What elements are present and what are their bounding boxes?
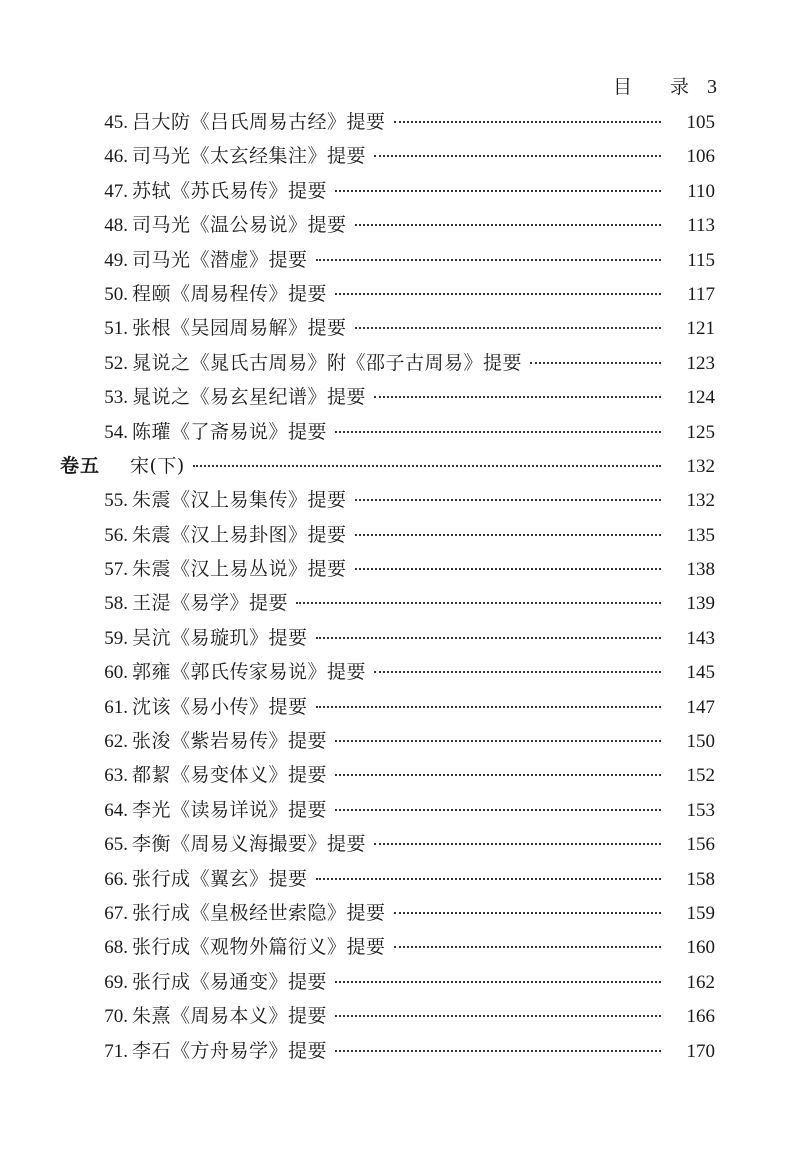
toc-dot-leader bbox=[335, 431, 661, 433]
toc-entry-title: 朱熹《周易本义》提要 bbox=[132, 1005, 328, 1028]
toc-page-number: 156 bbox=[686, 834, 715, 856]
toc-dot-leader bbox=[335, 774, 661, 776]
toc-dot-leader bbox=[335, 981, 661, 983]
toc-dot-leader bbox=[374, 396, 661, 398]
toc-entry-number: 71. bbox=[104, 1040, 128, 1062]
toc-entry bbox=[60, 932, 715, 966]
toc-page-number: 117 bbox=[687, 283, 715, 305]
toc-dot-leader bbox=[355, 327, 661, 329]
toc-entry-number: 55. bbox=[104, 490, 128, 512]
toc-entry-title: 张行成《翼玄》提要 bbox=[132, 867, 308, 890]
toc-page-number: 132 bbox=[686, 455, 715, 477]
toc-page-number: 166 bbox=[686, 1006, 715, 1028]
toc-entry-number: 58. bbox=[104, 593, 128, 615]
toc-entry-number: 54. bbox=[104, 421, 128, 443]
header-page-number: 3 bbox=[707, 76, 717, 98]
toc-entry bbox=[60, 313, 715, 347]
toc-entry bbox=[60, 554, 715, 588]
toc-entry bbox=[60, 245, 715, 279]
toc-entry-number: 48. bbox=[104, 215, 128, 237]
toc-dot-leader bbox=[374, 843, 661, 845]
toc-entry-title: 张行成《易通变》提要 bbox=[132, 970, 328, 993]
toc-dot-leader bbox=[335, 740, 661, 742]
toc-entry-number: 64. bbox=[104, 799, 128, 821]
toc-entry bbox=[60, 1001, 715, 1035]
toc-page-number: 123 bbox=[686, 352, 715, 374]
toc-entry-title: 张行成《观物外篇衍义》提要 bbox=[132, 936, 386, 959]
toc-entry bbox=[60, 520, 715, 554]
toc-entry-number: 62. bbox=[104, 731, 128, 753]
toc-entry-number: 70. bbox=[104, 1006, 128, 1028]
toc-dot-leader bbox=[374, 671, 661, 673]
toc-dot-leader bbox=[335, 1050, 661, 1052]
toc-entry-number: 66. bbox=[104, 868, 128, 890]
toc-entry-title: 王湜《易学》提要 bbox=[132, 592, 289, 615]
toc-page-number: 170 bbox=[686, 1040, 715, 1062]
toc-entry-title: 陈瓘《了斋易说》提要 bbox=[132, 420, 328, 443]
toc-dot-leader bbox=[355, 499, 661, 501]
toc-page-number: 159 bbox=[686, 902, 715, 924]
toc-dot-leader bbox=[335, 293, 661, 295]
toc-dot-leader bbox=[296, 602, 661, 604]
toc-entry-title: 朱震《汉上易卦图》提要 bbox=[132, 523, 347, 546]
toc-dot-leader bbox=[355, 568, 661, 570]
toc-entry-number: 45. bbox=[104, 112, 128, 133]
toc-entry-title: 朱震《汉上易丛说》提要 bbox=[132, 558, 347, 581]
toc-entry-number: 46. bbox=[104, 146, 128, 168]
toc-entry bbox=[60, 623, 715, 657]
toc-page-number: 145 bbox=[686, 662, 715, 684]
toc-page-number: 115 bbox=[687, 249, 715, 271]
toc-dot-leader bbox=[316, 878, 661, 880]
toc-entry-title: 吕大防《吕氏周易古经》提要 bbox=[132, 111, 386, 133]
toc-page-number: 158 bbox=[686, 868, 715, 890]
toc-page-number: 160 bbox=[686, 937, 715, 959]
toc-entry bbox=[60, 141, 715, 175]
toc-dot-leader bbox=[316, 637, 661, 639]
toc-entry-number: 57. bbox=[104, 559, 128, 581]
toc-entry-title: 吴沆《易璇玑》提要 bbox=[132, 626, 308, 649]
toc-entry-title: 都絜《易变体义》提要 bbox=[132, 764, 328, 787]
toc-page-number: 106 bbox=[686, 146, 715, 168]
toc-section-label: 卷五 bbox=[60, 454, 101, 477]
toc-page-number: 147 bbox=[686, 696, 715, 718]
toc-entry-title: 宋(下) bbox=[130, 454, 185, 477]
toc-entry-number: 52. bbox=[104, 352, 128, 374]
toc-entry-title: 晁说之《易玄星纪谱》提要 bbox=[132, 386, 367, 409]
toc-entry-number: 60. bbox=[104, 662, 128, 684]
toc-dot-leader bbox=[394, 946, 661, 948]
toc-entry-title: 朱震《汉上易集传》提要 bbox=[132, 489, 347, 512]
header-title-char-1: 目 bbox=[612, 76, 632, 98]
toc-dot-leader bbox=[355, 224, 661, 226]
toc-entry-title: 司马光《潜虚》提要 bbox=[132, 248, 308, 271]
toc-entry-number: 65. bbox=[104, 834, 128, 856]
toc-entry-number: 67. bbox=[104, 902, 128, 924]
toc-entry-number: 47. bbox=[104, 180, 128, 202]
toc-page-number: 124 bbox=[686, 387, 715, 409]
toc-dot-leader bbox=[394, 912, 661, 914]
toc-dot-leader bbox=[335, 809, 661, 811]
toc-dot-leader bbox=[316, 259, 661, 261]
toc-entry-title: 李衡《周易义海撮要》提要 bbox=[132, 833, 367, 856]
toc-entry bbox=[60, 588, 715, 622]
toc-entry bbox=[60, 726, 715, 760]
toc-entry-title: 郭雍《郭氏传家易说》提要 bbox=[132, 661, 367, 684]
toc-entry-title: 司马光《太玄经集注》提要 bbox=[132, 145, 367, 168]
toc-dot-leader bbox=[530, 362, 661, 364]
toc-entry bbox=[60, 107, 715, 141]
toc-entry-title: 李光《读易详说》提要 bbox=[132, 798, 328, 821]
toc-entry bbox=[60, 279, 715, 313]
header-title-char-2: 录 bbox=[669, 76, 689, 98]
toc-entry bbox=[60, 348, 715, 382]
toc-page-number: 132 bbox=[686, 490, 715, 512]
toc-page-number: 153 bbox=[686, 799, 715, 821]
toc-entry bbox=[60, 898, 715, 932]
toc-dot-leader bbox=[335, 1015, 661, 1017]
toc-entry-number: 59. bbox=[104, 627, 128, 649]
toc-entry-number: 61. bbox=[104, 696, 128, 718]
toc-page-number: 150 bbox=[686, 731, 715, 753]
toc-entry bbox=[60, 417, 715, 451]
toc-entry-title: 苏轼《苏氏易传》提要 bbox=[132, 179, 328, 202]
toc-entry bbox=[60, 967, 715, 1001]
toc-page-number: 139 bbox=[686, 593, 715, 615]
toc-entry bbox=[60, 1036, 715, 1070]
toc-dot-leader bbox=[394, 121, 661, 123]
toc-page-number: 138 bbox=[686, 559, 715, 581]
toc-page-number: 162 bbox=[686, 971, 715, 993]
toc-entry-number: 49. bbox=[104, 249, 128, 271]
toc-page-number: 121 bbox=[686, 318, 715, 340]
toc-entry bbox=[60, 382, 715, 416]
toc-entry-title: 沈该《易小传》提要 bbox=[132, 695, 308, 718]
toc-entry-number: 69. bbox=[104, 971, 128, 993]
toc-entry bbox=[60, 795, 715, 829]
toc-dot-leader bbox=[316, 706, 661, 708]
toc-entry bbox=[60, 485, 715, 519]
toc-dot-leader bbox=[193, 465, 661, 467]
toc-entry bbox=[60, 829, 715, 863]
toc-entry-title: 李石《方舟易学》提要 bbox=[132, 1039, 328, 1062]
toc-entry-title: 晁说之《晁氏古周易》附《邵子古周易》提要 bbox=[132, 351, 523, 374]
toc-page-number: 113 bbox=[687, 215, 715, 237]
toc-entry-title: 张浚《紫岩易传》提要 bbox=[132, 730, 328, 753]
toc-section-heading bbox=[60, 451, 715, 485]
toc-page-number: 125 bbox=[686, 421, 715, 443]
toc-entry-number: 50. bbox=[104, 283, 128, 305]
toc-entry-number: 68. bbox=[104, 937, 128, 959]
toc-page-number: 143 bbox=[686, 627, 715, 649]
toc-entry bbox=[60, 176, 715, 210]
toc-entry bbox=[60, 657, 715, 691]
toc-page-number: 152 bbox=[686, 765, 715, 787]
toc-entry-title: 司马光《温公易说》提要 bbox=[132, 214, 347, 237]
toc-entry-number: 53. bbox=[104, 387, 128, 409]
toc-entry-number: 63. bbox=[104, 765, 128, 787]
toc-dot-leader bbox=[335, 190, 661, 192]
toc-entry bbox=[60, 210, 715, 244]
toc-entry bbox=[60, 760, 715, 794]
page-header bbox=[613, 72, 717, 99]
toc-page-number: 105 bbox=[686, 112, 715, 133]
table-of-contents bbox=[60, 107, 715, 1070]
toc-entry bbox=[60, 864, 715, 898]
toc-dot-leader bbox=[355, 534, 661, 536]
toc-entry-number: 56. bbox=[104, 524, 128, 546]
toc-entry-title: 张行成《皇极经世索隐》提要 bbox=[132, 901, 386, 924]
toc-dot-leader bbox=[374, 155, 661, 157]
toc-entry-title: 张根《吴园周易解》提要 bbox=[132, 317, 347, 340]
toc-page-number: 135 bbox=[686, 524, 715, 546]
toc-entry-number: 51. bbox=[104, 318, 128, 340]
toc-entry bbox=[60, 692, 715, 726]
toc-page-number: 110 bbox=[687, 180, 715, 202]
toc-entry-title: 程颐《周易程传》提要 bbox=[132, 282, 328, 305]
